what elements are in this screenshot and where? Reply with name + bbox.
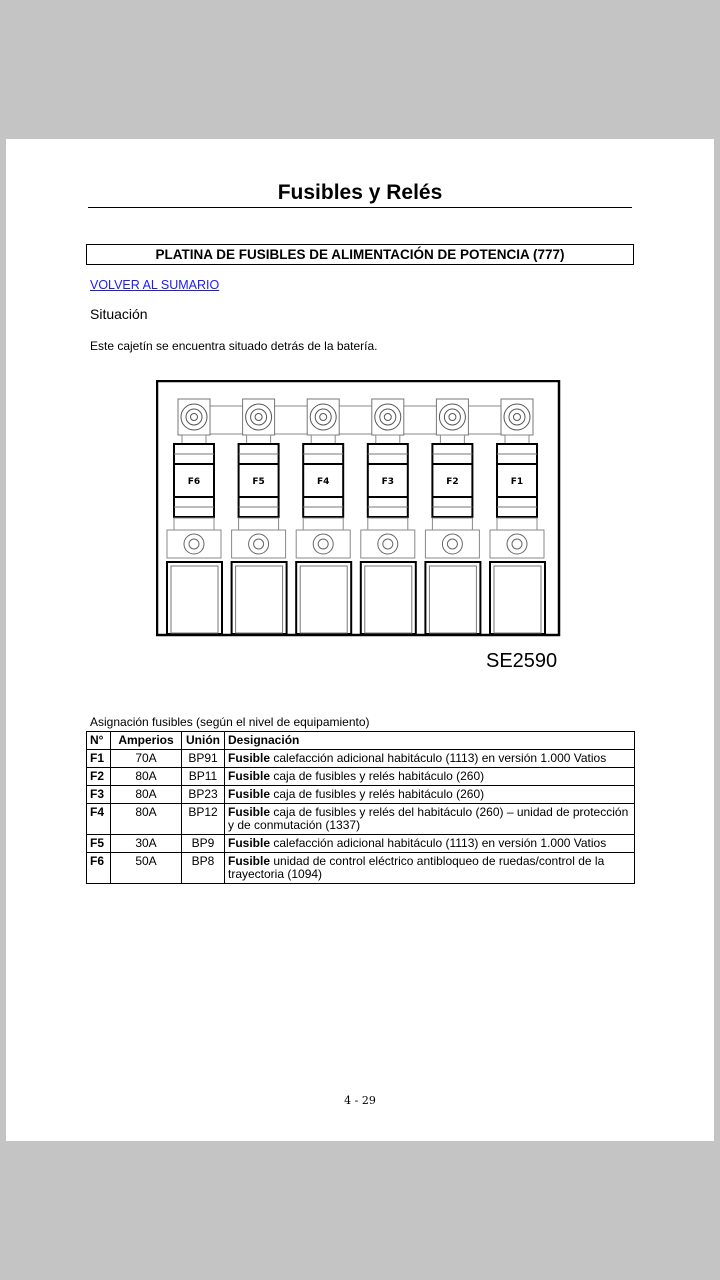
connector-housing — [232, 562, 287, 634]
header-designacion: Designación — [225, 732, 635, 750]
cell-amperios: 80A — [111, 768, 182, 786]
table-row — [87, 768, 635, 786]
cell-n: F4 — [87, 804, 111, 835]
designacion-bold: Fusible — [228, 836, 271, 850]
cell-n: F1 — [87, 750, 111, 768]
cell-designacion — [225, 835, 635, 853]
cell-union: BP9 — [182, 835, 225, 853]
cell-union: BP8 — [182, 853, 225, 884]
cell-designacion — [225, 853, 635, 884]
terminal-nut — [375, 404, 401, 430]
connector-housing — [425, 562, 480, 634]
title-divider — [88, 207, 632, 208]
fuse-assignment-table — [86, 731, 635, 884]
terminal-nut — [310, 404, 336, 430]
cell-union: BP12 — [182, 804, 225, 835]
page-number: 4 - 29 — [344, 1094, 376, 1107]
cell-union: BP91 — [182, 750, 225, 768]
fuse-label: F3 — [381, 477, 395, 487]
document-page — [6, 139, 714, 1141]
designacion-text: calefacción adicional habitáculo (1113) en versión 1.000 Vatios — [270, 836, 607, 850]
cell-designacion — [225, 750, 635, 768]
cell-amperios: 30A — [111, 835, 182, 853]
fuse-label: F1 — [510, 477, 524, 487]
designacion-bold: Fusible — [228, 769, 271, 783]
table-row — [87, 804, 635, 835]
header-n: N° — [87, 732, 111, 750]
diagram-code: SE2590 — [486, 650, 558, 672]
situacion-text: Este cajetín se encuentra situado detrás de la batería. — [90, 339, 378, 353]
cell-amperios: 80A — [111, 804, 182, 835]
fuse-label: F5 — [252, 477, 265, 487]
table-row — [87, 750, 635, 768]
designacion-text: unidad de control eléctrico antibloqueo de ruedas/control de la trayectoria (1094) — [228, 854, 605, 881]
header-union: Unión — [182, 732, 225, 750]
designacion-text: calefacción adicional habitáculo (1113) en versión 1.000 Vatios — [270, 751, 607, 765]
fuse-label: F4 — [316, 477, 330, 487]
cell-amperios: 80A — [111, 786, 182, 804]
cell-n: F2 — [87, 768, 111, 786]
page-title: Fusibles y Relés — [277, 181, 443, 204]
fuse-box-diagram — [156, 380, 561, 638]
cell-union: BP11 — [182, 768, 225, 786]
cell-designacion — [225, 768, 635, 786]
terminal-nut — [439, 404, 465, 430]
connector-housing — [361, 562, 416, 634]
back-to-summary-link[interactable]: VOLVER AL SUMARIO — [90, 278, 220, 292]
header-amperios: Amperios — [111, 732, 182, 750]
table-row — [87, 835, 635, 853]
designacion-text: caja de fusibles y relés del habitáculo (260) – unidad de protección y de conmutación (1337) — [228, 805, 629, 832]
connector-housing — [296, 562, 351, 634]
fuse-label: F6 — [187, 477, 201, 487]
table-header-row — [87, 732, 635, 750]
situacion-heading: Situación — [90, 306, 148, 322]
cell-designacion — [225, 804, 635, 835]
designacion-bold: Fusible — [228, 854, 271, 868]
section-title: PLATINA DE FUSIBLES DE ALIMENTACIÓN DE POTENCIA (777) — [86, 244, 634, 265]
cell-n: F5 — [87, 835, 111, 853]
connector-housing — [490, 562, 545, 634]
terminal-nut — [181, 404, 207, 430]
terminal-nut — [246, 404, 272, 430]
cell-union: BP23 — [182, 786, 225, 804]
connector-housing — [167, 562, 222, 634]
designacion-bold: Fusible — [228, 787, 271, 801]
designacion-bold: Fusible — [228, 751, 271, 765]
designacion-text: caja de fusibles y relés habitáculo (260) — [270, 787, 485, 801]
cell-amperios: 70A — [111, 750, 182, 768]
cell-amperios: 50A — [111, 853, 182, 884]
cell-n: F3 — [87, 786, 111, 804]
cell-designacion — [225, 786, 635, 804]
table-row — [87, 786, 635, 804]
table-caption: Asignación fusibles (según el nivel de equipamiento) — [90, 715, 370, 729]
terminal-nut — [504, 404, 530, 430]
cell-n: F6 — [87, 853, 111, 884]
fuse-label: F2 — [446, 477, 459, 487]
designacion-bold: Fusible — [228, 805, 271, 819]
table-row — [87, 853, 635, 884]
designacion-text: caja de fusibles y relés habitáculo (260) — [270, 769, 485, 783]
